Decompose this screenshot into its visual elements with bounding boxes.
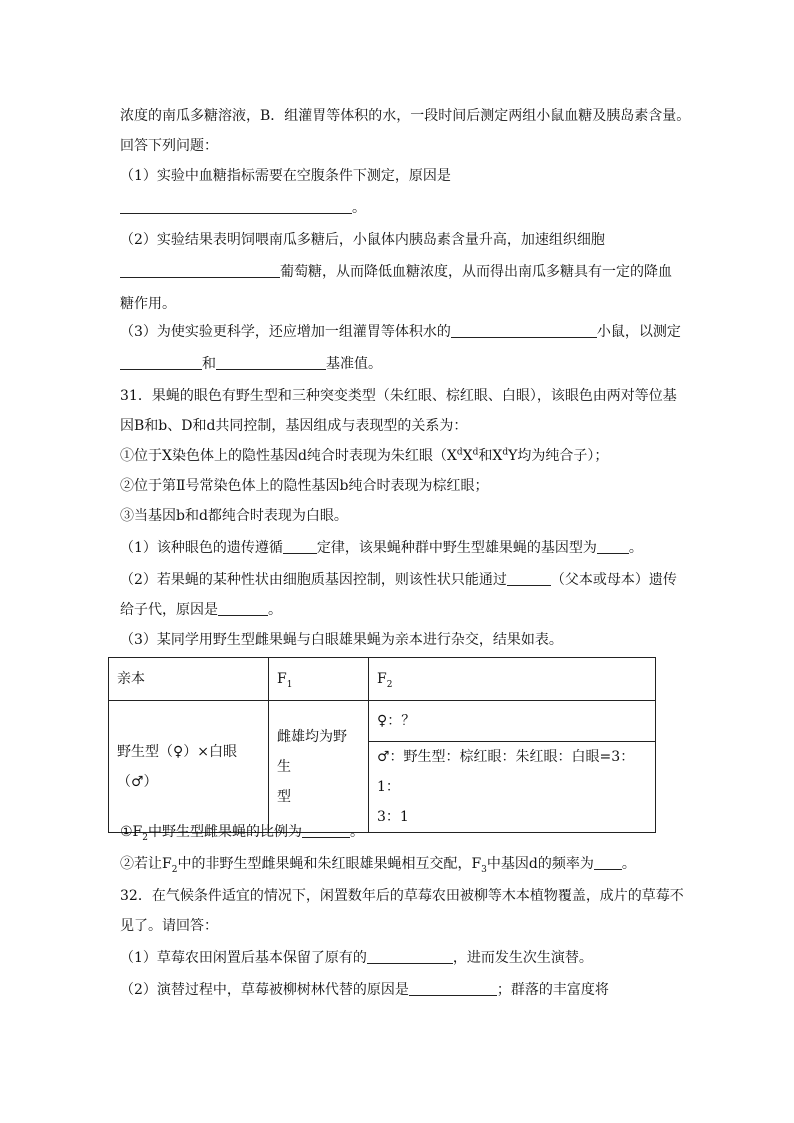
chromosome-x: X [462, 448, 473, 464]
parent-line-1: 野生型（♀）×白眼 [117, 743, 237, 760]
table-question-2 [120, 854, 636, 874]
answer-blank[interactable] [216, 355, 326, 370]
period: 。 [350, 824, 364, 840]
condition-3: ③当基因b和d都纯合时表现为白眼。 [120, 508, 348, 524]
answer-blank[interactable] [218, 601, 268, 616]
question-2-line-3: 糖作用。 [120, 296, 176, 312]
answer-blank[interactable] [597, 539, 629, 554]
problem-31-line-1: 31．果蝇的眼色有野生型和三种突变类型（朱红眼、棕红眼、白眼），该眼色由两对等位基 [120, 388, 677, 404]
sub-question-2-text: （2）若果蝇的某种性状由细胞质基因控制，则该性状只能通过 [120, 572, 507, 588]
answer-blank[interactable] [120, 199, 352, 214]
problem-31-line-2: 因B和b、D和d共同控制，基因组成与表现型的关系为： [120, 418, 468, 434]
f1-line-2: 型 [277, 788, 291, 805]
header-f2: $F_2$ [369, 658, 656, 701]
question-3-cont: 小鼠，以测定 [596, 324, 681, 340]
intro-line-2: 回答下列问题： [120, 138, 218, 154]
question-2-line-2 [120, 262, 672, 282]
sub-question-3: （3）某同学用野生型雌果蝇与白眼雄果蝇为亲本进行杂交，结果如表。 [120, 632, 563, 648]
period: 。 [628, 540, 643, 556]
problem-32-q1-text: （1）草莓农田闲置后基本保留了原有的 [120, 950, 367, 966]
problem-32-q2-cont: ；群落的丰富度将 [496, 982, 609, 998]
sub-question-1-mid: 定律，该果蝇种群中野生型雄果蝇的基因型为 [316, 540, 597, 556]
period: 。 [352, 200, 366, 216]
answer-blank[interactable] [451, 323, 597, 338]
f2-male-line-2: 3：1 [377, 809, 409, 825]
answer-blank[interactable] [409, 981, 497, 996]
sub-question-2-cont: （父本或母本）遗传 [550, 572, 677, 588]
sub-question-2 [120, 570, 677, 590]
subscript: 2 [142, 832, 148, 843]
problem-32-q2-text: （2）演替过程中，草莓被柳树林代替的原因是 [120, 982, 409, 998]
question-1-answer-line [120, 198, 366, 218]
sub-question-2-reason: 给子代，原因是 [120, 602, 218, 618]
problem-32-line-1: 32．在气候条件适宜的情况下，闲置数年后的草莓农田被柳等木本植物覆盖，成片的草莓不 [120, 888, 684, 904]
question-1-text: （1）实验中血糖指标需要在空腹条件下测定，原因是 [120, 168, 451, 184]
answer-blank[interactable] [594, 855, 622, 870]
table-question-2-mid: 中的非野生型雌果蝇和朱红眼雄果蝇相互交配，F [177, 856, 482, 872]
header-f1: $F_1$ [269, 658, 369, 701]
problem-32-q1 [120, 948, 593, 968]
sub-question-1 [120, 538, 643, 558]
cell-parent [109, 701, 269, 833]
cross-result-table [108, 657, 656, 833]
table-question-2-text: ②若让F [120, 856, 172, 872]
subscript: 3 [481, 864, 487, 875]
f1-line-1: 雌雄均为野生 [277, 728, 347, 775]
table-question-1 [120, 822, 364, 842]
parent-line-2: （♂） [117, 773, 158, 790]
sub-question-1-text: （1）该种眼色的遗传遵循 [120, 540, 283, 556]
table-header-row [109, 658, 656, 701]
superscript: d [502, 447, 509, 458]
condition-1-end: Y均为纯合子）； [508, 448, 609, 464]
problem-32-q2 [120, 980, 609, 1000]
condition-2: ②位于第Ⅱ号常染色体上的隐性基因b纯合时表现为棕红眼； [120, 478, 489, 494]
answer-blank[interactable] [367, 949, 453, 964]
condition-1-and: 和X [478, 448, 503, 464]
question-2-text: （2）实验结果表明饲喂南瓜多糖后，小鼠体内胰岛素含量升高，加速组织细胞 [120, 232, 605, 248]
question-3-end: 基准值。 [326, 356, 382, 372]
superscript: d [456, 447, 463, 458]
condition-1 [120, 446, 608, 466]
table-question-1-cont: 中野生型雌果蝇的比例为 [148, 824, 302, 840]
answer-blank[interactable] [283, 539, 317, 554]
answer-blank[interactable] [120, 263, 280, 278]
question-2-cont: 葡萄糖，从而降低血糖浓度，从而得出南瓜多糖具有一定的降血 [280, 264, 672, 280]
answer-blank[interactable] [302, 823, 350, 838]
header-parent: 亲本 [109, 658, 269, 701]
condition-1-text: ①位于X染色体上的隐性基因d纯合时表现为朱红眼（X [120, 448, 457, 464]
cell-f2-male [369, 742, 656, 833]
question-3-text: （3）为使实验更科学，还应增加一组灌胃等体积水的 [120, 324, 451, 340]
f2-male-line-1: ♂：野生型：棕红眼：朱红眼：白眼=3：1： [377, 749, 635, 795]
answer-blank[interactable] [507, 571, 551, 586]
table-question-1-text: ①F [120, 824, 143, 840]
table-question-2-cont: 中基因d的频率为 [486, 856, 594, 872]
and-text: 和 [202, 356, 216, 372]
answer-blank[interactable] [120, 355, 202, 370]
period: 。 [268, 602, 282, 618]
problem-32-line-2: 见了。请回答： [120, 918, 218, 934]
question-3-line-1 [120, 322, 681, 342]
period: 。 [621, 856, 636, 872]
intro-line-1: 浓度的南瓜多糖溶液，B．组灌胃等体积的水，一段时间后测定两组小鼠血糖及胰岛素含量。 [120, 108, 691, 124]
sub-question-2-line-2 [120, 600, 282, 620]
cell-f1 [269, 701, 369, 833]
table-row [109, 701, 656, 742]
superscript: d [472, 447, 479, 458]
cell-f2-female: ♀：？ [369, 701, 656, 742]
question-3-line-2 [120, 354, 382, 374]
subscript: 2 [171, 864, 178, 875]
problem-32-q1-cont: ，进而发生次生演替。 [452, 950, 593, 966]
